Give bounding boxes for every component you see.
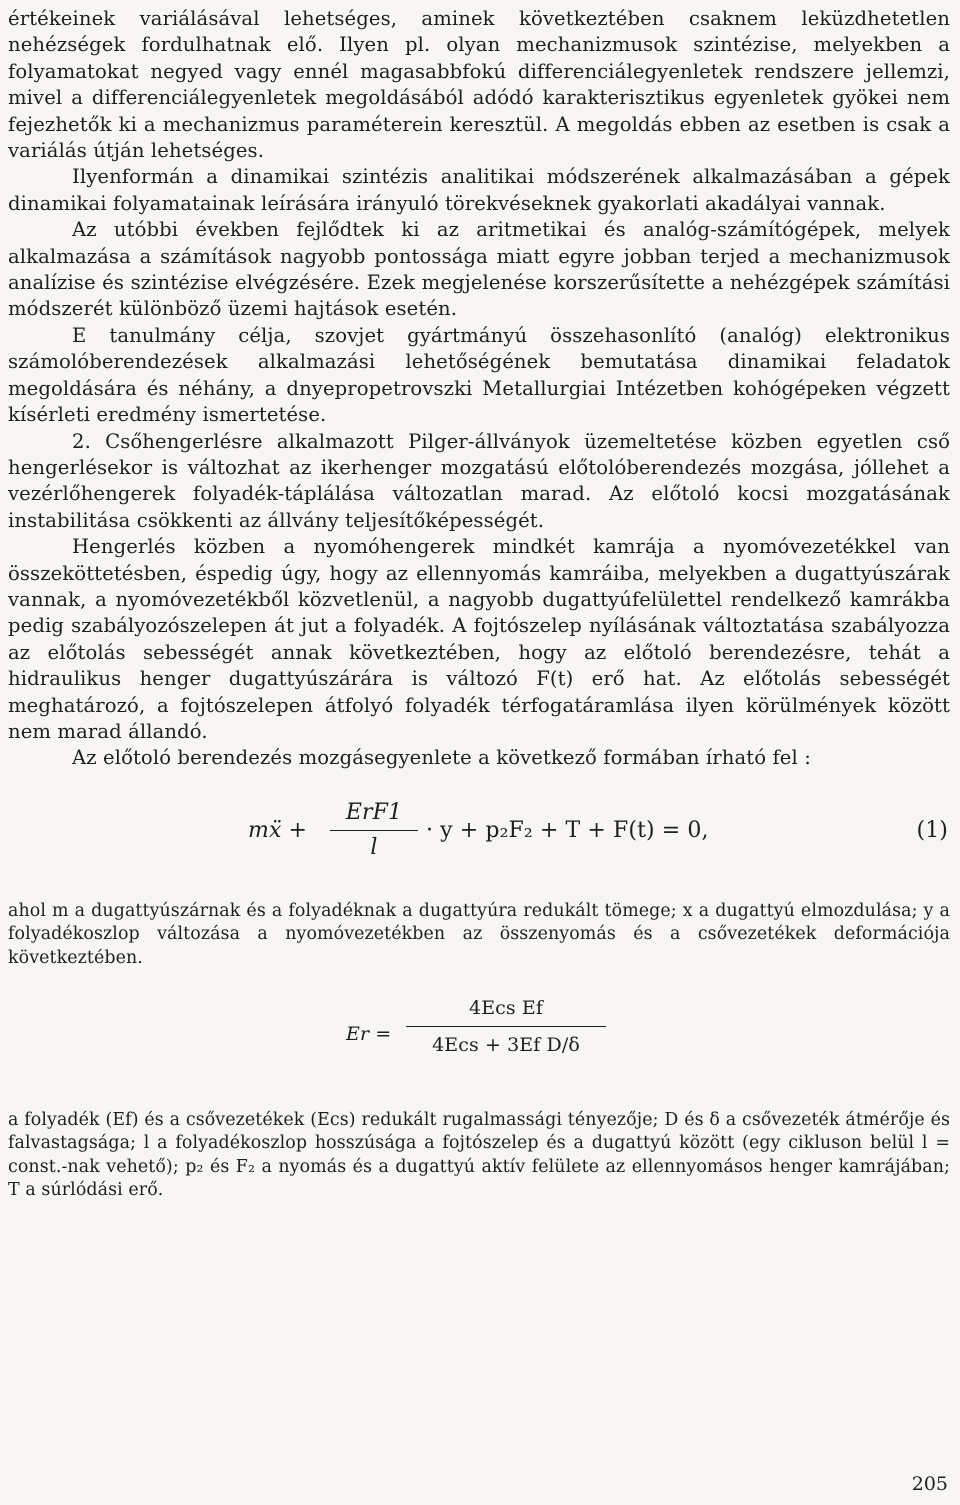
paragraph-1: értékeinek variálásával lehetséges, aminek következtében csaknem leküzdhetetlen nehézségek fordulhatnak elő. Ilyen pl. olyan mechanizmusok szintézise, melyekben a folyamatokat negyed vagy ennél magasabbfokú differenciálegyenletek rendszere jellemzi, mivel a differenciálegyenletek megoldásából adódó karakterisztikus egyenletek gyökei nem fejezhetők ki a mechanizmus paraméterein keresztül. A megoldás ebben az esetben is csak a variálás útján lehetséges.: [8, 7, 950, 163]
paragraph-7: Az előtoló berendezés mozgásegyenlete a következő formában írható fel :: [72, 746, 811, 770]
paragraph-definitions-1: ahol m a dugattyúszárnak és a folyadéknak a dugattyúra redukált tömege; x a dugattyú elmozdulása; y a folyadékoszlop változása a nyomóvezetékben az összenyomás és a csővezetékek deformációja következtében.: [8, 900, 950, 968]
equation-1-denominator: l: [370, 835, 378, 861]
equation-2-denominator: 4Ecs + 3Ef D/δ: [432, 1033, 580, 1056]
equation-1-lhs: mẍ +: [248, 817, 308, 843]
equation-1-numerator: ErF1: [330, 800, 418, 831]
paragraph-3: Az utóbbi években fejlődtek ki az aritmetikai és analóg-számítógépek, melyek alkalmazása a számítások nagyobb pontossága miatt egyre jobban terjed a mechanizmusok analízise és szintézise elvégzésére. Ezek megjelenése korszerűsítette a nehézgépek számítási módszerét különböző üzemi hajtások esetén.: [8, 218, 950, 321]
equation-1: [8, 800, 950, 876]
equation-1-rhs: · y + p₂F₂ + T + F(t) = 0,: [426, 817, 709, 843]
paragraph-2: Ilyenformán a dinamikai szintézis analitikai módszerének alkalmazásában a gépek dinamikai folyamatainak leírására irányuló törekvéseknek gyakorlati akadályai vannak.: [8, 165, 950, 215]
paragraph-4: E tanulmány célja, szovjet gyártmányú összehasonlító (analóg) elektronikus számolóberendezések alkalmazási lehetőségének bemutatása dinamikai feladatok megoldására és néhány, a dnyepropetrovszki Metallurgiai Intézetben kohógépeken végzett kísérleti eredmény ismertetése.: [8, 323, 950, 427]
paragraph-5: 2. Csőhengerlésre alkalmazott Pilger-állványok üzemeltetése közben egyetlen cső hengerlésekor is változhat az ikerhenger mozgatású előtolóberendezés mozgása, jóllehet a vezérlőhengerek folyadék-táplálása változatlan marad. Az előtoló kocsi mozgatásának instabilitása csökkenti az állvány teljesítőképességét.: [8, 429, 950, 532]
text-column: [8, 6, 950, 1203]
equation-2-fraction: [406, 995, 606, 1059]
equation-1-fraction: [330, 800, 418, 862]
equation-2: [8, 995, 950, 1081]
paragraph-definitions-2: a folyadék (Ef) és a csővezetékek (Ecs) redukált rugalmassági tényezője; D és δ a csővezeték átmérője és falvastagsága; l a folyadékoszlop hosszúsága a fojtószelep és a dugattyú között (egy cikluson belül l = const.-nak vehető); p₂ és F₂ a nyomás és a dugattyú aktív felülete az ellennyomásos henger kamrájában; T a súrlódási erő.: [8, 1109, 950, 1201]
equation-2-numerator: 4Ecs Ef: [406, 995, 606, 1027]
equation-2-lhs: Er =: [346, 1022, 392, 1045]
page-number: 205: [911, 1473, 948, 1495]
paragraph-6: Hengerlés közben a nyomóhengerek mindkét kamrája a nyomóvezetékkel van összeköttetésben, éspedig úgy, hogy az ellennyomás kamráiba, melyekben a dugattyúszárak vannak, a nyomóvezetékből közvetlenül, a nagyobb dugattyúfelülettel rendelkező kamrákba pedig szabályozószelepen át jut a folyadék. A fojtószelep nyílásának változtatása szabályozza az előtolás sebességét annak következtében, hogy az előtoló berendezésre, tehát a hidraulikus henger dugattyúszárára is változó F(t) erő hat. Az előtolás sebességét meghatározó, a fojtószelepen átfolyó folyadék térfogatáramlása ilyen körülmények között nem marad állandó.: [8, 535, 950, 743]
equation-1-number: (1): [916, 817, 948, 843]
